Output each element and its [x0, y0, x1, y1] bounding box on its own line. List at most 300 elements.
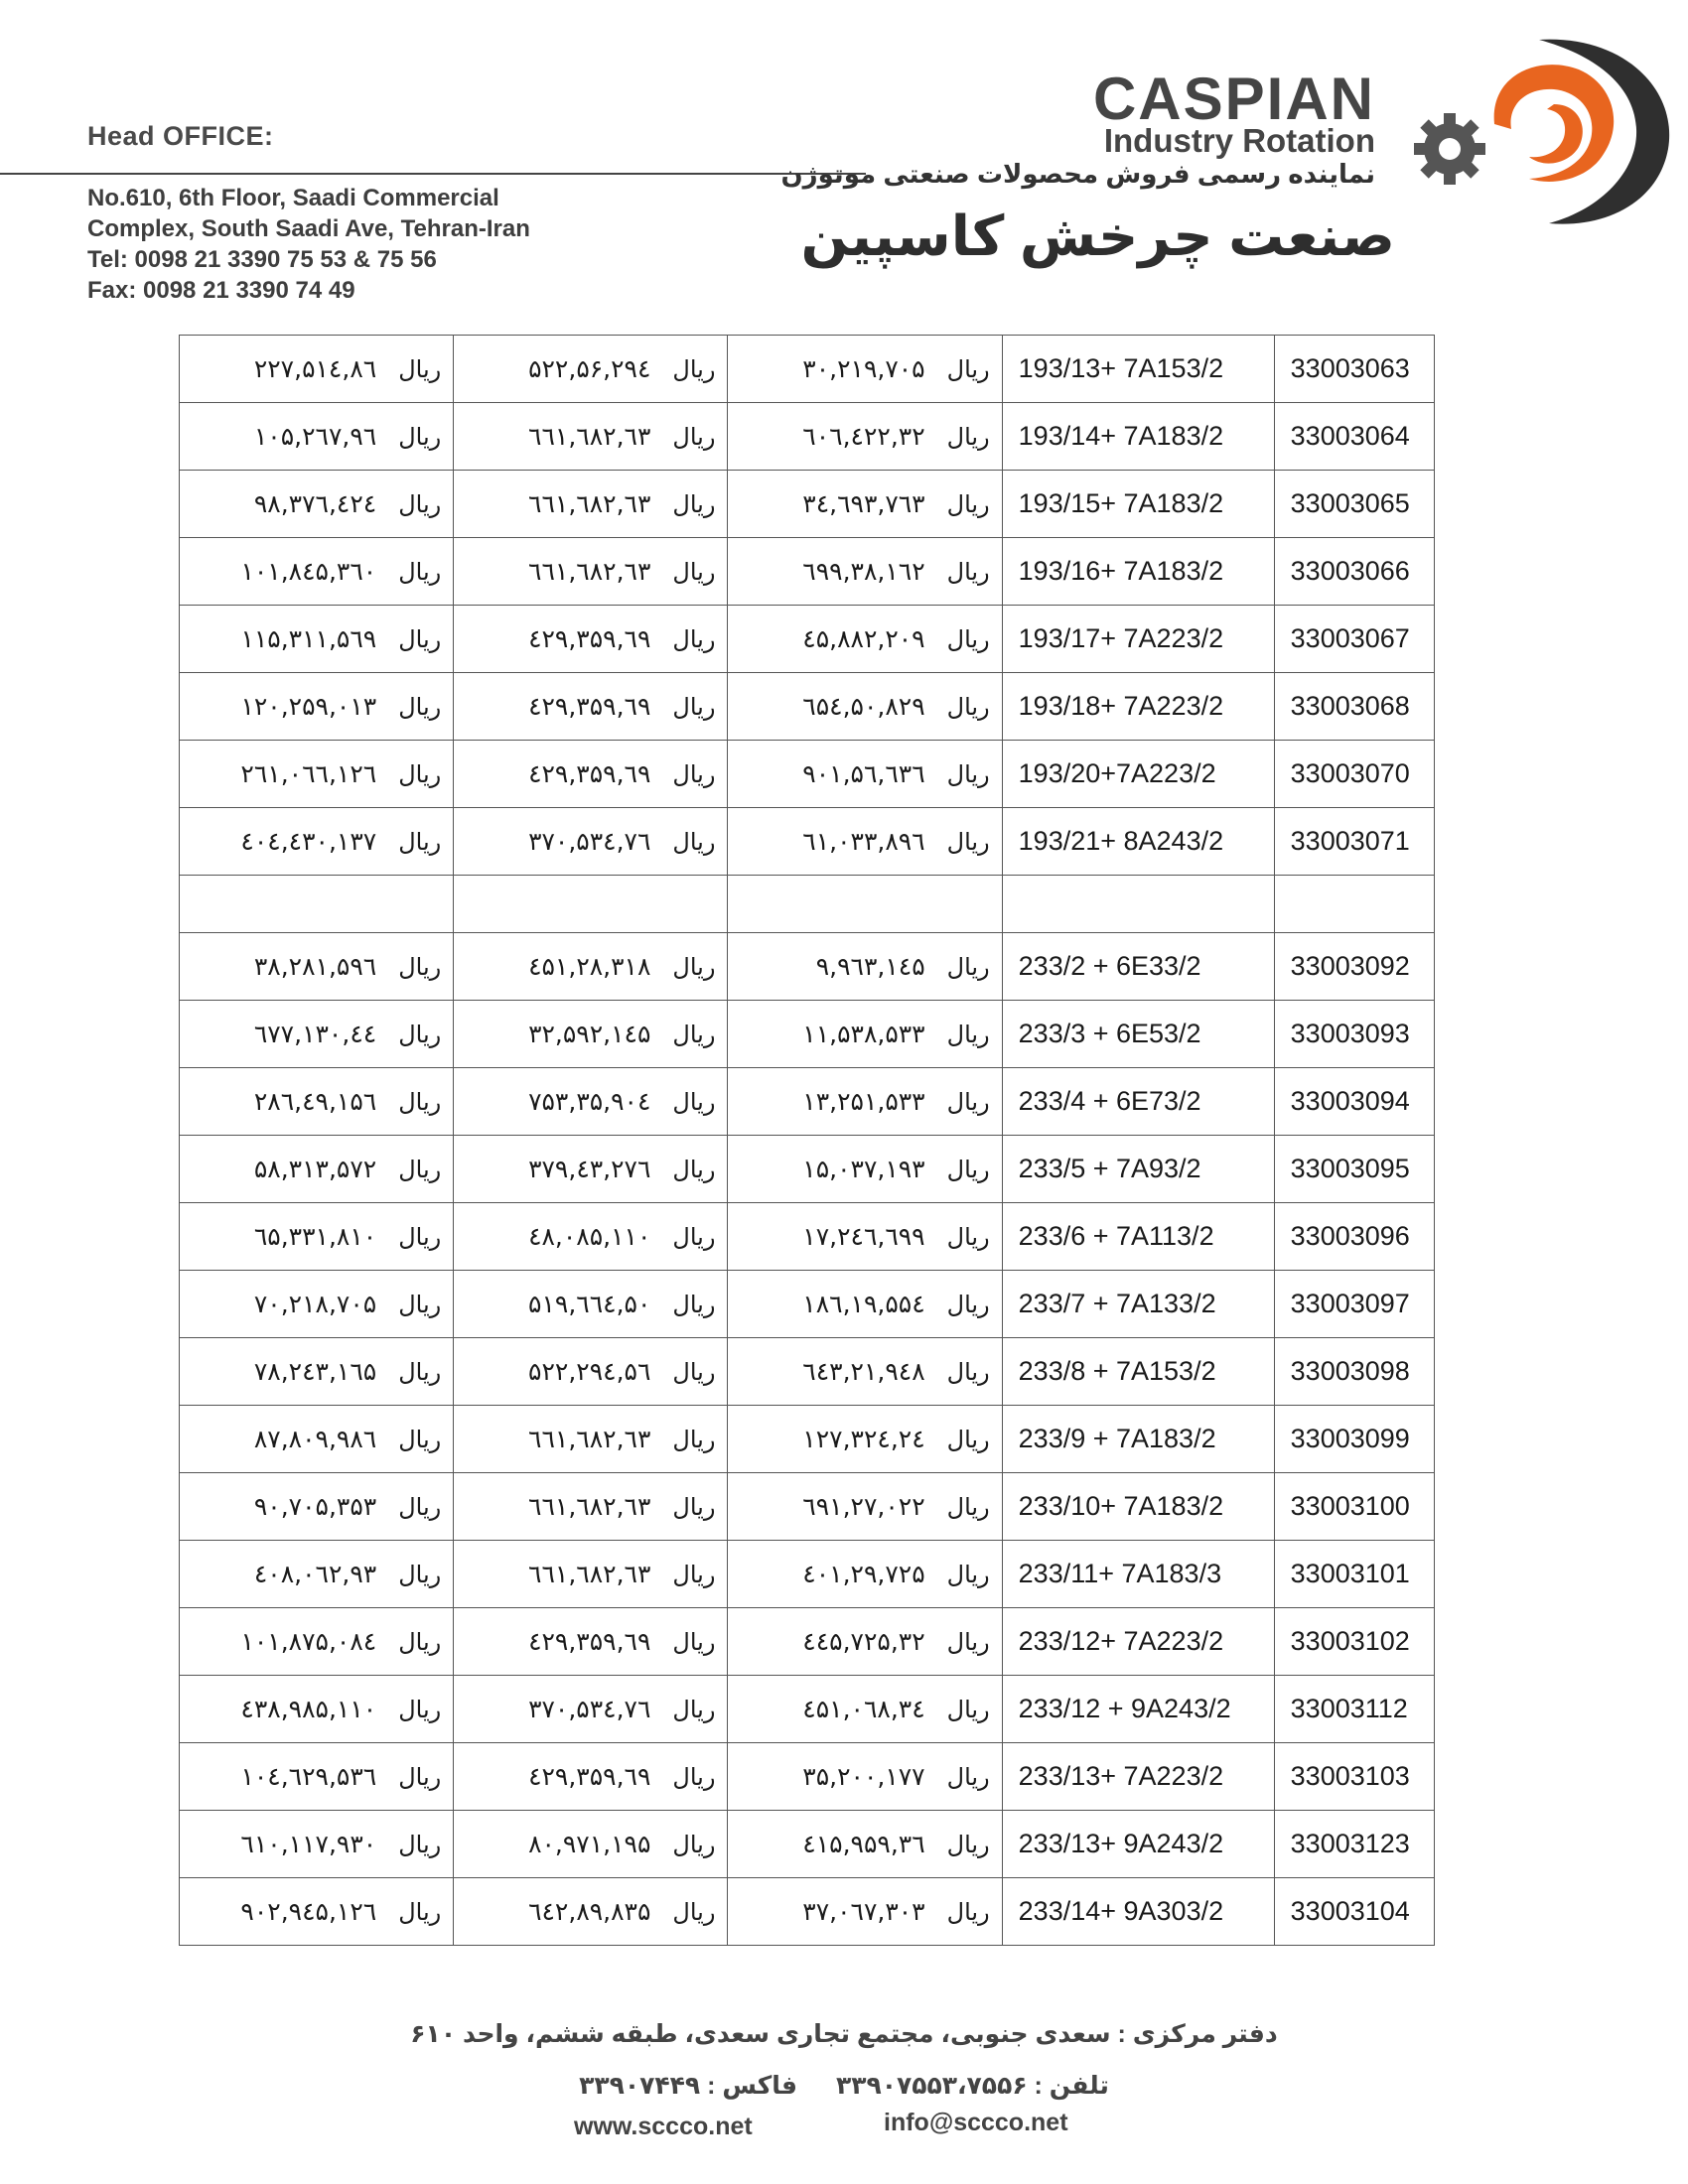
- currency-label: ریال: [672, 761, 716, 788]
- code-cell: 33003064: [1274, 403, 1434, 471]
- price-cell-p1: [728, 1001, 1002, 1068]
- price-amount: ۹۳,٤۰۸,۰٦۲: [253, 1560, 377, 1588]
- fax-line: Fax: 0098 21 3390 74 49: [87, 277, 355, 304]
- price-cell-p2: [454, 1676, 728, 1743]
- price-cell-p1: [728, 1203, 1002, 1271]
- currency-label: ریال: [398, 954, 442, 981]
- price-amount: ۳۸,۱٦۲,٦۹۹: [802, 557, 925, 586]
- price-amount: ٦۳,٦۸۲,٦٦۱: [528, 1560, 651, 1588]
- currency-label: ریال: [672, 954, 716, 981]
- currency-label: ریال: [946, 1292, 990, 1318]
- model-cell: 193/16+ 7A183/2: [1002, 538, 1274, 606]
- price-cell-p1: [728, 1406, 1002, 1473]
- price-amount: ٦۳,٦۸۲,٦٦۱: [528, 489, 651, 518]
- price-amount: ٤۹,۱۵٦,۲۸٦: [253, 1087, 377, 1116]
- currency-label: ریال: [398, 1899, 442, 1926]
- model-cell: 193/21+ 8A243/2: [1002, 808, 1274, 876]
- code-cell: 33003071: [1274, 808, 1434, 876]
- price-amount: ٦۹,٤۲۹,۳۵۹: [528, 624, 651, 653]
- table-row-blank: [180, 876, 1435, 933]
- price-amount: ۱۷,۲٤٦,٦۹۹: [802, 1222, 925, 1251]
- price-cell-p3: [180, 1068, 454, 1136]
- price-amount: ٦۹,٤۲۹,۳۵۹: [528, 759, 651, 788]
- model-cell: 193/14+ 7A183/2: [1002, 403, 1274, 471]
- price-cell-p2: [454, 1878, 728, 1946]
- price-amount: ۳۸,۲۸۱,۵۹٦: [253, 952, 377, 981]
- currency-label: ریال: [672, 626, 716, 653]
- code-cell: 33003099: [1274, 1406, 1434, 1473]
- currency-label: ریال: [398, 1697, 442, 1723]
- currency-label: ریال: [946, 1494, 990, 1521]
- price-cell-p3: [180, 1271, 454, 1338]
- table-row: [180, 336, 1435, 403]
- price-cell-p2: [454, 1001, 728, 1068]
- price-amount: ٦۵,۳۳۱,۸۱۰: [253, 1222, 377, 1251]
- table-row: [180, 1608, 1435, 1676]
- price-cell-p3: [180, 741, 454, 808]
- price-cell-p3: [180, 1338, 454, 1406]
- price-amount: ٦۳,٦۸۲,٦٦۱: [528, 422, 651, 451]
- code-cell: 33003066: [1274, 538, 1434, 606]
- company-logo: [780, 30, 1678, 288]
- currency-label: ریال: [946, 1359, 990, 1386]
- currency-label: ریال: [398, 1494, 442, 1521]
- currency-label: ریال: [398, 1224, 442, 1251]
- price-table-body: [180, 336, 1435, 1946]
- price-cell-p3: [180, 336, 454, 403]
- price-amount: ۱۳,۲۵۱,۵۳۳: [802, 1087, 925, 1116]
- currency-label: ریال: [398, 1562, 442, 1588]
- price-amount: ۱۲۰,۲۵۹,۰۱۳: [240, 692, 377, 721]
- empty-cell: [1274, 876, 1434, 933]
- table-row: [180, 1811, 1435, 1878]
- model-cell: 233/13+ 9A243/2: [1002, 1811, 1274, 1878]
- head-office-address: [87, 183, 530, 306]
- price-cell-p3: [180, 1878, 454, 1946]
- price-amount: ۱۰٤,٦۲۹,۵۳٦: [240, 1762, 377, 1791]
- footer-phone-fa: تلفن : ۳۳۹۰۷۵۵۳،۷۵۵۶: [835, 2072, 1109, 2100]
- code-cell: 33003112: [1274, 1676, 1434, 1743]
- price-cell-p1: [728, 1743, 1002, 1811]
- currency-label: ریال: [398, 491, 442, 518]
- code-cell: 33003063: [1274, 336, 1434, 403]
- price-amount: ۵۰,٦٦٤,۵۱۹: [528, 1290, 651, 1318]
- price-amount: ۲۸,۳۱۸,٤۵۱: [528, 952, 651, 981]
- table-row: [180, 538, 1435, 606]
- price-amount: ۲۱,۹٤۸,٦٤۳: [802, 1357, 925, 1386]
- table-row: [180, 1001, 1435, 1068]
- price-cell-p2: [454, 1203, 728, 1271]
- price-cell-p3: [180, 1473, 454, 1541]
- price-amount: ۱۲٦,۰٦٦,۲٦۱: [240, 759, 377, 788]
- currency-label: ریال: [398, 761, 442, 788]
- model-cell: 233/4 + 6E73/2: [1002, 1068, 1274, 1136]
- price-cell-p3: [180, 1608, 454, 1676]
- model-cell: 193/20+7A223/2: [1002, 741, 1274, 808]
- brand-name: CASPIAN: [1092, 66, 1375, 132]
- table-row: [180, 1676, 1435, 1743]
- currency-label: ریال: [946, 424, 990, 451]
- currency-label: ریال: [672, 1764, 716, 1791]
- currency-label: ریال: [398, 1089, 442, 1116]
- price-amount: ۸۷,۸۰۹,۹۸٦: [253, 1425, 377, 1453]
- price-amount: ۹٦,۱۰۵,۲٦۷: [253, 422, 377, 451]
- table-row: [180, 471, 1435, 538]
- price-cell-p3: [180, 538, 454, 606]
- table-row: [180, 1743, 1435, 1811]
- code-cell: 33003123: [1274, 1811, 1434, 1878]
- currency-label: ریال: [946, 954, 990, 981]
- price-amount: ۳۷,۰٦۷,۳۰۳: [802, 1897, 925, 1926]
- currency-label: ریال: [398, 356, 442, 383]
- price-cell-p3: [180, 1811, 454, 1878]
- footer-contact-fa: [0, 2071, 1688, 2101]
- price-cell-p1: [728, 606, 1002, 673]
- currency-label: ریال: [946, 1157, 990, 1183]
- code-cell: 33003096: [1274, 1203, 1434, 1271]
- price-cell-p1: [728, 336, 1002, 403]
- model-cell: 233/12 + 9A243/2: [1002, 1676, 1274, 1743]
- currency-label: ریال: [398, 1427, 442, 1453]
- price-cell-p1: [728, 1068, 1002, 1136]
- address-line: Complex, South Saadi Ave, Tehran-Iran: [87, 215, 530, 242]
- price-amount: ۱۰۱,۸۷۵,۰۸٤: [240, 1627, 377, 1656]
- model-cell: 233/12+ 7A223/2: [1002, 1608, 1274, 1676]
- code-cell: 33003092: [1274, 933, 1434, 1001]
- table-row: [180, 1136, 1435, 1203]
- price-cell-p3: [180, 673, 454, 741]
- price-cell-p2: [454, 1541, 728, 1608]
- currency-label: ریال: [672, 1899, 716, 1926]
- price-cell-p3: [180, 1541, 454, 1608]
- currency-label: ریال: [946, 1764, 990, 1791]
- model-cell: 193/15+ 7A183/2: [1002, 471, 1274, 538]
- currency-label: ریال: [398, 829, 442, 856]
- code-cell: 33003065: [1274, 471, 1434, 538]
- price-amount: ۱۲٦,۹۰۲,۹٤۵: [240, 1897, 377, 1926]
- model-cell: 233/5 + 7A93/2: [1002, 1136, 1274, 1203]
- head-office-label: Head OFFICE:: [87, 121, 274, 151]
- table-row: [180, 1203, 1435, 1271]
- code-cell: 33003070: [1274, 741, 1434, 808]
- price-amount: ۲۷,۰۲۲,٦۹۱: [802, 1492, 925, 1521]
- currency-label: ریال: [398, 424, 442, 451]
- price-cell-p3: [180, 1406, 454, 1473]
- currency-label: ریال: [672, 491, 716, 518]
- price-cell-p1: [728, 471, 1002, 538]
- currency-label: ریال: [672, 356, 716, 383]
- currency-label: ریال: [672, 1832, 716, 1858]
- price-amount: ٤٤,۱۳۰,٦۷۷: [253, 1020, 377, 1048]
- price-cell-p3: [180, 1743, 454, 1811]
- price-cell-p2: [454, 808, 728, 876]
- code-cell: 33003097: [1274, 1271, 1434, 1338]
- table-row: [180, 606, 1435, 673]
- footer-website[interactable]: www.sccco.net: [574, 2113, 753, 2140]
- price-cell-p1: [728, 1811, 1002, 1878]
- code-cell: 33003103: [1274, 1743, 1434, 1811]
- price-amount: ۱۵,۰۳۷,۱۹۳: [802, 1155, 925, 1183]
- currency-label: ریال: [946, 694, 990, 721]
- price-cell-p1: [728, 1338, 1002, 1406]
- price-amount: ٤۳,۲۷٦,۳۷۹: [528, 1155, 651, 1183]
- code-cell: 33003067: [1274, 606, 1434, 673]
- currency-label: ریال: [672, 694, 716, 721]
- header-divider: [0, 173, 866, 175]
- price-cell-p1: [728, 1473, 1002, 1541]
- currency-label: ریال: [398, 559, 442, 586]
- currency-label: ریال: [398, 1764, 442, 1791]
- price-cell-p1: [728, 741, 1002, 808]
- price-amount: ۱۰۱,۸٤۵,۳٦۰: [240, 557, 377, 586]
- model-cell: 233/7 + 7A133/2: [1002, 1271, 1274, 1338]
- price-cell-p2: [454, 606, 728, 673]
- price-amount: ۹۸,۳۷٦,٤۲٤: [253, 489, 377, 518]
- price-cell-p3: [180, 403, 454, 471]
- price-amount: ٦۹,٤۲۹,۳۵۹: [528, 1627, 651, 1656]
- price-cell-p3: [180, 808, 454, 876]
- price-cell-p2: [454, 933, 728, 1001]
- code-cell: 33003102: [1274, 1608, 1434, 1676]
- price-cell-p3: [180, 933, 454, 1001]
- price-cell-p1: [728, 1676, 1002, 1743]
- price-amount: ۵۶,۲۹٤,۵۲۲: [528, 354, 651, 383]
- model-cell: 233/8 + 7A153/2: [1002, 1338, 1274, 1406]
- model-cell: 233/2 + 6E33/2: [1002, 933, 1274, 1001]
- price-cell-p2: [454, 1068, 728, 1136]
- table-row: [180, 1473, 1435, 1541]
- price-cell-p2: [454, 741, 728, 808]
- currency-label: ریال: [398, 1629, 442, 1656]
- table-row: [180, 1878, 1435, 1946]
- price-amount: ۹,۹٦۳,۱٤۵: [815, 952, 925, 981]
- empty-cell: [728, 876, 1002, 933]
- price-amount: ۱۱۰,٤۳۸,۹۸۵: [240, 1695, 377, 1723]
- price-amount: ٦۹,٤۲۹,۳۵۹: [528, 692, 651, 721]
- currency-label: ریال: [946, 1427, 990, 1453]
- currency-label: ریال: [672, 1022, 716, 1048]
- model-cell: 193/13+ 7A153/2: [1002, 336, 1274, 403]
- currency-label: ریال: [672, 1359, 716, 1386]
- price-cell-p3: [180, 1203, 454, 1271]
- currency-label: ریال: [946, 1562, 990, 1588]
- code-cell: 33003094: [1274, 1068, 1434, 1136]
- table-row: [180, 403, 1435, 471]
- price-amount: ۳٤,۰٦۸,٤۵۱: [802, 1695, 925, 1723]
- currency-label: ریال: [946, 1224, 990, 1251]
- currency-label: ریال: [672, 1224, 716, 1251]
- currency-label: ریال: [672, 1494, 716, 1521]
- currency-label: ریال: [946, 829, 990, 856]
- phone-line: Tel: 0098 21 3390 75 53 & 75 56: [87, 246, 437, 273]
- price-cell-p1: [728, 538, 1002, 606]
- currency-label: ریال: [672, 424, 716, 451]
- price-cell-p2: [454, 1473, 728, 1541]
- currency-label: ریال: [398, 1022, 442, 1048]
- model-cell: 233/6 + 7A113/2: [1002, 1203, 1274, 1271]
- currency-label: ریال: [946, 1832, 990, 1858]
- currency-label: ریال: [398, 1292, 442, 1318]
- price-amount: ۵٦,٦۳٦,۹۰۱: [802, 759, 925, 788]
- price-amount: ۲٤,۱۲۷,۳۲٤: [802, 1425, 925, 1453]
- price-cell-p2: [454, 1136, 728, 1203]
- price-amount: ۳۲,۵۹۲,۱٤۵: [528, 1020, 651, 1048]
- currency-label: ریال: [946, 1899, 990, 1926]
- price-amount: ۵۸,۳۱۳,۵۷۲: [253, 1155, 377, 1183]
- model-cell: 233/13+ 7A223/2: [1002, 1743, 1274, 1811]
- currency-label: ریال: [672, 559, 716, 586]
- empty-cell: [454, 876, 728, 933]
- price-cell-p1: [728, 933, 1002, 1001]
- code-cell: 33003098: [1274, 1338, 1434, 1406]
- currency-label: ریال: [672, 1629, 716, 1656]
- code-cell: 33003095: [1274, 1136, 1434, 1203]
- footer-address-fa: دفتر مرکزی : سعدی جنوبی، مجتمع تجاری سعدی، طبقه ششم، واحد ۶۱۰: [410, 2020, 1278, 2048]
- price-cell-p1: [728, 1878, 1002, 1946]
- table-row: [180, 1271, 1435, 1338]
- price-cell-p2: [454, 403, 728, 471]
- price-amount: ٤۵,۸۸۲,۲۰۹: [802, 624, 925, 653]
- price-cell-p3: [180, 1001, 454, 1068]
- price-amount: ۸۰,۹۷۱,۱۹۵: [528, 1830, 651, 1858]
- price-amount: ۷۰,۲۱۸,۷۰۵: [253, 1290, 377, 1318]
- price-cell-p3: [180, 471, 454, 538]
- price-amount: ۱۱۵,۳۱۱,۵٦۹: [240, 624, 377, 653]
- currency-label: ریال: [946, 559, 990, 586]
- price-cell-p1: [728, 673, 1002, 741]
- price-cell-p2: [454, 1743, 728, 1811]
- currency-label: ریال: [398, 626, 442, 653]
- price-cell-p2: [454, 1338, 728, 1406]
- price-cell-p2: [454, 1608, 728, 1676]
- currency-label: ریال: [946, 1089, 990, 1116]
- currency-label: ریال: [398, 1157, 442, 1183]
- price-amount: ۳۲,٤٤۵,۷۲۵: [802, 1627, 925, 1656]
- code-cell: 33003104: [1274, 1878, 1434, 1946]
- currency-label: ریال: [672, 1292, 716, 1318]
- price-cell-p1: [728, 1136, 1002, 1203]
- price-amount: ۳٤,٦۹۳,۷٦۳: [802, 489, 925, 518]
- currency-label: ریال: [946, 626, 990, 653]
- price-amount: ۷٦,۳۷۰,۵۳٤: [528, 1695, 651, 1723]
- model-cell: 233/10+ 7A183/2: [1002, 1473, 1274, 1541]
- price-amount: ۳۵,۹۰٤,۷۵۳: [528, 1087, 651, 1116]
- price-amount: ۲۹,۷۲۵,٤۰۱: [802, 1560, 925, 1588]
- currency-label: ریال: [946, 1629, 990, 1656]
- gear-logo-icon: [1390, 30, 1678, 228]
- price-amount: ٦۱,۰۳۳,۸۹٦: [802, 827, 925, 856]
- table-row: [180, 673, 1435, 741]
- currency-label: ریال: [398, 1832, 442, 1858]
- price-amount: ۳۵,۲۰۰,۱۷۷: [802, 1762, 925, 1791]
- model-cell: 193/17+ 7A223/2: [1002, 606, 1274, 673]
- price-amount: ۷۸,۲٤۳,۱٦۵: [253, 1357, 377, 1386]
- price-amount: ۳٦,۹۵۹,٤۱۵: [802, 1830, 925, 1858]
- currency-label: ریال: [946, 491, 990, 518]
- model-cell: 233/14+ 9A303/2: [1002, 1878, 1274, 1946]
- table-row: [180, 1406, 1435, 1473]
- price-amount: ۵۰,۸۲۹,٦۵٤: [802, 692, 925, 721]
- price-cell-p2: [454, 538, 728, 606]
- brand-name-fa: صنعت چرخش کاسپین: [800, 205, 1395, 267]
- footer-fax-fa: فاکس : ۳۳۹۰۷۴۴۹: [579, 2072, 798, 2100]
- currency-label: ریال: [946, 761, 990, 788]
- currency-label: ریال: [672, 1427, 716, 1453]
- table-row: [180, 808, 1435, 876]
- currency-label: ریال: [672, 1089, 716, 1116]
- empty-cell: [1002, 876, 1274, 933]
- address-line: No.610, 6th Floor, Saadi Commercial: [87, 185, 499, 211]
- currency-label: ریال: [398, 694, 442, 721]
- price-amount: ۹۰,۷۰۵,۳۵۳: [253, 1492, 377, 1521]
- model-cell: 233/9 + 7A183/2: [1002, 1406, 1274, 1473]
- empty-cell: [180, 876, 454, 933]
- price-cell-p3: [180, 606, 454, 673]
- currency-label: ریال: [946, 356, 990, 383]
- price-cell-p2: [454, 471, 728, 538]
- price-cell-p2: [454, 1811, 728, 1878]
- price-cell-p1: [728, 403, 1002, 471]
- price-cell-p2: [454, 1271, 728, 1338]
- price-amount: ۱۱,۵۳۸,۵۳۳: [802, 1020, 925, 1048]
- price-amount: ۵٦,۲۹٤,۵۲۲: [528, 1357, 651, 1386]
- price-cell-p1: [728, 1271, 1002, 1338]
- price-amount: ۱۹,۵۵٤,۱۸٦: [802, 1290, 925, 1318]
- price-amount: ۷٦,۳۷۰,۵۳٤: [528, 827, 651, 856]
- brand-subtitle: Industry Rotation: [1103, 122, 1375, 159]
- price-amount: ٦۳,٦۸۲,٦٦۱: [528, 1425, 651, 1453]
- price-amount: ٦۳,٦۸۲,٦٦۱: [528, 1492, 651, 1521]
- table-row: [180, 1541, 1435, 1608]
- price-amount: ٦۹,٤۲۹,۳۵۹: [528, 1762, 651, 1791]
- model-cell: 193/18+ 7A223/2: [1002, 673, 1274, 741]
- table-row: [180, 741, 1435, 808]
- price-amount: ۸٦,۵۱٤,۲۲۷: [253, 354, 377, 383]
- currency-label: ریال: [672, 1562, 716, 1588]
- currency-label: ریال: [672, 829, 716, 856]
- price-amount: ٤۸,۰۸۵,۱۱۰: [528, 1222, 651, 1251]
- code-cell: 33003093: [1274, 1001, 1434, 1068]
- table-row: [180, 1338, 1435, 1406]
- currency-label: ریال: [946, 1697, 990, 1723]
- price-amount: ٦۳,٦۸۲,٦٦۱: [528, 557, 651, 586]
- price-cell-p3: [180, 1136, 454, 1203]
- price-cell-p1: [728, 1541, 1002, 1608]
- price-amount: ۱۳۷,٤۰٤,٤۳۰: [240, 827, 377, 856]
- code-cell: 33003100: [1274, 1473, 1434, 1541]
- price-cell-p2: [454, 336, 728, 403]
- currency-label: ریال: [946, 1022, 990, 1048]
- code-cell: 33003068: [1274, 673, 1434, 741]
- table-row: [180, 1068, 1435, 1136]
- price-cell-p3: [180, 1676, 454, 1743]
- model-cell: 233/11+ 7A183/3: [1002, 1541, 1274, 1608]
- currency-label: ریال: [398, 1359, 442, 1386]
- model-cell: 233/3 + 6E53/2: [1002, 1001, 1274, 1068]
- brand-tagline-fa: نماینده رسمی فروش محصولات صنعتی موتوژن: [780, 159, 1375, 189]
- price-cell-p1: [728, 808, 1002, 876]
- price-table: [179, 335, 1435, 1946]
- table-row: [180, 933, 1435, 1001]
- price-cell-p2: [454, 673, 728, 741]
- price-cell-p1: [728, 1608, 1002, 1676]
- price-amount: ۱۱۷,۹۳۰,٦۱۰: [240, 1830, 377, 1858]
- price-amount: ۳۰,۲۱۹,۷۰۵: [802, 354, 925, 383]
- footer-email[interactable]: info@sccco.net: [884, 2109, 1068, 2136]
- currency-label: ریال: [672, 1697, 716, 1723]
- price-amount: ۳۲,٤۲۲,٦۰٦: [802, 422, 925, 451]
- code-cell: 33003101: [1274, 1541, 1434, 1608]
